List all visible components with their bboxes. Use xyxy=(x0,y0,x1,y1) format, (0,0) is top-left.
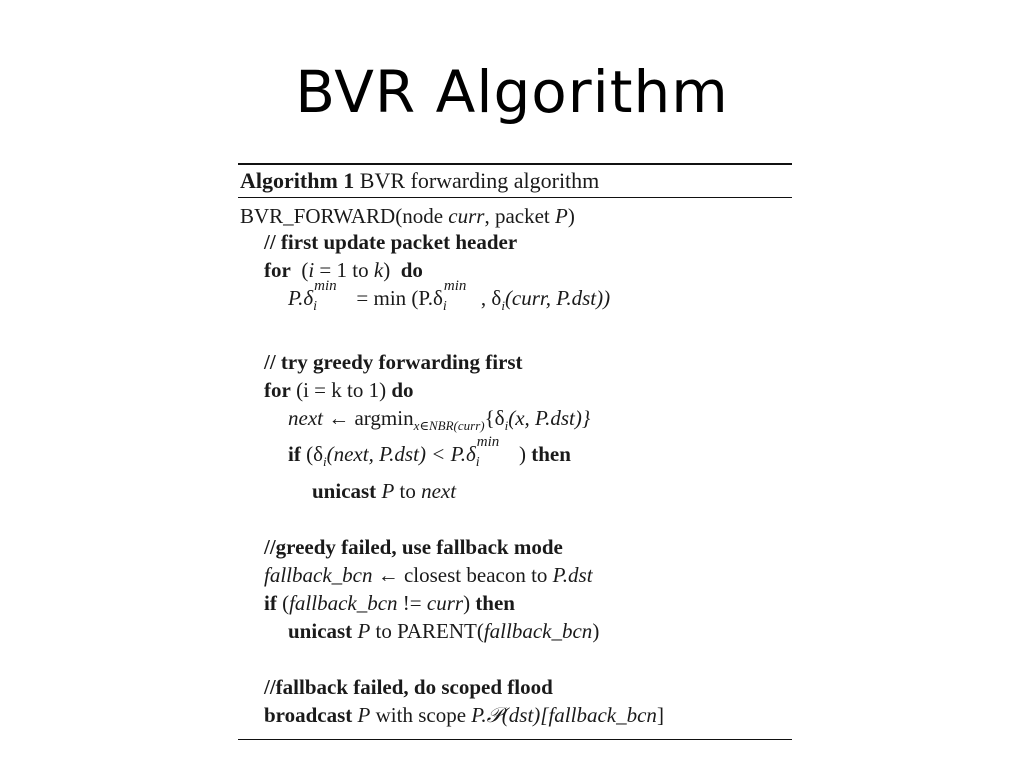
comment-scoped-flood: //fallback failed, do scoped flood xyxy=(264,674,553,699)
unicast-keyword-2: unicast xyxy=(288,618,353,643)
min-equals: = min (P.δ xyxy=(351,286,443,310)
broadcast-scope: P.𝒫(dst)[ xyxy=(471,702,549,727)
spacer-3 xyxy=(238,645,792,673)
sub-i-4: i xyxy=(504,418,509,434)
unicast-var: fallback_bcn xyxy=(483,618,593,643)
min-script-2 xyxy=(442,278,481,314)
spacer-2 xyxy=(238,505,792,533)
comment-update-header: // first update packet header xyxy=(264,230,518,254)
then-keyword: then xyxy=(531,442,571,467)
caption-text: BVR forwarding algorithm xyxy=(359,168,600,193)
if-cond-close: ) xyxy=(513,442,526,467)
broadcast-var: fallback_bcn xyxy=(548,702,657,727)
unicast-p: P xyxy=(376,478,395,503)
loop-var-i: i xyxy=(308,258,315,282)
if-keyword-2: if xyxy=(264,590,277,615)
lhs-delta: P.δ xyxy=(288,286,314,310)
algorithm-caption xyxy=(238,165,792,197)
if-cond-open: (δ xyxy=(300,442,323,467)
spacer xyxy=(238,320,792,348)
argmin-statement xyxy=(238,404,792,440)
func-name: BVR_FORWARD(node xyxy=(240,204,449,228)
unicast-next xyxy=(238,477,792,505)
fallback-target: P.dst xyxy=(552,562,593,587)
unicast-p-2: P xyxy=(352,618,371,643)
min-update-statement xyxy=(238,278,792,320)
if-keyword: if xyxy=(288,442,301,467)
min-delta: , δ xyxy=(480,286,502,310)
sup-min-2: min xyxy=(443,278,467,294)
if-fallback xyxy=(238,589,792,617)
min-script-3 xyxy=(475,434,514,471)
argmin-sub: x∈NBR(curr) xyxy=(413,418,485,434)
broadcast-p: P xyxy=(352,702,371,727)
argmin-op: ← argmin xyxy=(322,406,414,431)
unicast-next-var: next xyxy=(421,478,457,503)
argmin-body: {δ xyxy=(484,406,505,431)
if-cond: (next, P.dst) < P.δ xyxy=(326,442,476,467)
then-keyword-2: then xyxy=(475,590,515,615)
broadcast-with: with scope xyxy=(370,702,472,727)
argmin-args: (x, P.dst)} xyxy=(508,406,591,431)
fallback-assign xyxy=(238,561,792,589)
unicast-end: ) xyxy=(592,618,600,643)
do-keyword-2: do xyxy=(391,378,414,403)
bottom-rule xyxy=(238,739,792,740)
unicast-to-parent: to PARENT( xyxy=(370,618,484,643)
sup-min: min xyxy=(314,278,337,294)
min-script xyxy=(313,278,351,314)
loop-var-k: k xyxy=(373,258,384,282)
min-args: (curr, P.dst)) xyxy=(504,286,611,310)
if-curr: curr xyxy=(426,590,464,615)
function-signature xyxy=(238,198,792,228)
slide-title: BVR Algorithm xyxy=(295,58,729,126)
if-greedy xyxy=(238,434,792,476)
for-loop-2 xyxy=(238,376,792,404)
sub-i: i xyxy=(313,299,318,314)
sub-i-5: i xyxy=(322,454,327,470)
for-keyword: for xyxy=(264,258,291,282)
sig-end: ) xyxy=(567,204,575,228)
sub-i-6: i xyxy=(475,455,480,471)
fallback-var: fallback_bcn xyxy=(264,562,373,587)
do-keyword: do xyxy=(400,258,423,282)
if-neq: != xyxy=(397,590,427,615)
unicast-parent xyxy=(238,617,792,645)
if-open-2: ( xyxy=(276,590,290,615)
broadcast-statement xyxy=(238,701,792,729)
if-close-2: ) xyxy=(463,590,471,615)
comment-fallback: //greedy failed, use fallback mode xyxy=(264,534,563,559)
param-p: P xyxy=(555,204,568,228)
sub-i-3: i xyxy=(501,298,505,314)
var-next: next xyxy=(288,406,323,431)
param-curr: curr xyxy=(448,204,485,228)
algorithm-box xyxy=(238,163,792,740)
sig-sep: , packet xyxy=(484,204,555,228)
broadcast-end: ] xyxy=(656,702,664,727)
unicast-keyword: unicast xyxy=(312,478,377,503)
unicast-to: to xyxy=(394,478,422,503)
fallback-assign-text: ← closest beacon to xyxy=(372,562,553,587)
if-var-2: fallback_bcn xyxy=(289,590,398,615)
for-paren-close: ) xyxy=(383,258,391,282)
broadcast-keyword: broadcast xyxy=(264,702,353,727)
sup-min-3: min xyxy=(476,434,500,451)
for-keyword-2: for xyxy=(264,378,291,403)
for-paren-open: ( xyxy=(301,258,309,282)
for-range-2: (i = k to 1) xyxy=(296,378,387,403)
for-range: = 1 to xyxy=(314,258,374,282)
comment-greedy: // try greedy forwarding first xyxy=(264,350,523,375)
caption-label: Algorithm 1 xyxy=(240,168,355,193)
sub-i-2: i xyxy=(442,299,447,314)
